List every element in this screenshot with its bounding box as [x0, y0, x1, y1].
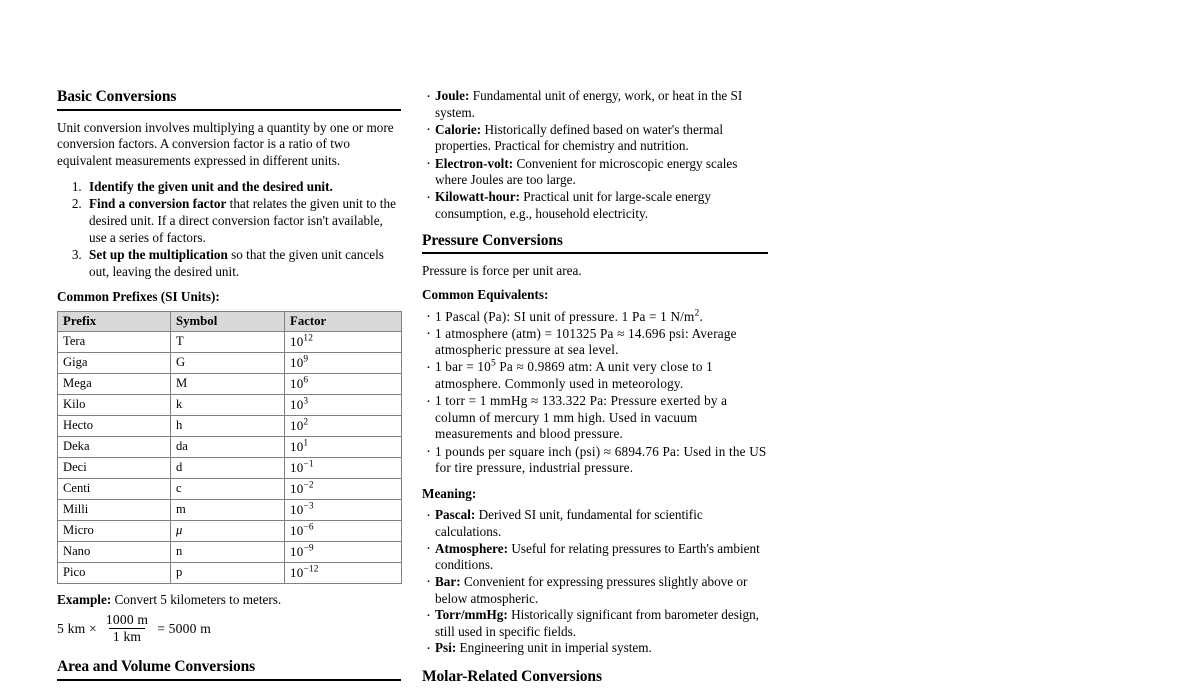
- factor-exponent: −9: [303, 543, 314, 554]
- section-heading-molar-related-conversions: Molar-Related Conversions: [422, 668, 602, 686]
- cell-symbol: [171, 479, 285, 500]
- equivalent-text: .: [699, 308, 703, 324]
- table-row: [58, 458, 402, 479]
- energy-unit-item: [422, 156, 768, 189]
- factor-base: 10: [290, 544, 304, 560]
- step-bold-text: Set up the multiplication: [89, 247, 228, 263]
- step-text: so that the given unit cancels out, leaving the desired unit.: [89, 247, 384, 279]
- example-text: Convert 5 kilometers to meters.: [111, 592, 282, 608]
- cell-prefix: Pico: [58, 563, 171, 584]
- cell-symbol: [171, 437, 285, 458]
- cell-factor: [285, 374, 402, 395]
- cell-factor: [285, 395, 402, 416]
- term-label: Joule:: [435, 88, 470, 103]
- cell-symbol: [171, 521, 285, 542]
- factor-exponent: −1: [303, 459, 314, 470]
- cell-prefix: Hecto: [58, 416, 171, 437]
- term-description: Practical unit for large-scale energy consumption, e.g., household electricity.: [435, 189, 711, 221]
- equivalent-text: 1 Pascal (Pa): SI unit of pressure. 1 Pa = 1 N/m: [435, 308, 695, 324]
- fraction-numerator: 1000 m: [105, 611, 149, 627]
- factor-exponent: −3: [303, 501, 314, 512]
- cell-symbol: [171, 416, 285, 437]
- cell-symbol: [171, 563, 285, 584]
- section-rule-basic-conversions: [57, 109, 401, 111]
- table-row: [58, 395, 402, 416]
- equivalent-exponent: 2: [694, 308, 700, 319]
- cell-prefix: Giga: [58, 353, 171, 374]
- step-item: [85, 196, 401, 246]
- pressure-meaning-item: [422, 607, 768, 640]
- factor-base: 10: [290, 481, 304, 497]
- equation-fraction: [102, 613, 152, 645]
- factor-base: 10: [290, 334, 304, 350]
- cell-prefix: Centi: [58, 479, 171, 500]
- factor-base: 10: [290, 460, 304, 476]
- symbol-text: G: [176, 355, 186, 370]
- factor-base: 10: [290, 355, 304, 371]
- pressure-meanings-list: [422, 507, 768, 657]
- cell-symbol: [171, 395, 285, 416]
- common-equivalents-label: Common Equivalents:: [422, 286, 549, 302]
- cell-symbol: [171, 332, 285, 353]
- cell-factor: [285, 458, 402, 479]
- factor-base: 10: [290, 439, 304, 455]
- step-bold-text: Identify the given unit and the desired unit.: [89, 178, 333, 194]
- factor-exponent: 3: [303, 396, 309, 407]
- term-label: Calorie:: [435, 121, 482, 137]
- symbol-text: p: [176, 565, 183, 580]
- energy-unit-item: [422, 88, 768, 121]
- table-row: [58, 437, 402, 458]
- section-heading-area-volume-conversions: Area and Volume Conversions: [57, 658, 256, 676]
- equivalent-text: 1 bar = 10: [435, 359, 491, 375]
- cell-symbol: [171, 500, 285, 521]
- equivalent-text: Pa ≈ 0.9869 atm: A unit very close to 1 atmosphere. Commonly used in meteorology.: [435, 359, 713, 392]
- symbol-text: T: [176, 334, 184, 349]
- term-description: Derived SI unit, fundamental for scientific calculations.: [435, 507, 703, 540]
- table-row: [58, 332, 402, 353]
- energy-units-list: [422, 88, 768, 223]
- pressure-equivalent-item: [422, 393, 768, 443]
- term-description: Useful for relating pressures to Earth's ambient conditions.: [435, 540, 760, 573]
- factor-base: 10: [290, 418, 304, 434]
- cell-symbol: [171, 374, 285, 395]
- pressure-equivalents-list: [422, 309, 768, 477]
- prefix-table-caption: Common Prefixes (SI Units):: [57, 289, 220, 305]
- pressure-equivalent-item: [422, 359, 768, 392]
- factor-exponent: 9: [303, 354, 309, 365]
- column-header-prefix: Prefix: [58, 312, 171, 332]
- left-column: [57, 88, 401, 690]
- cell-prefix: Mega: [58, 374, 171, 395]
- pressure-meaning-item: [422, 507, 768, 540]
- table-row: [58, 479, 402, 500]
- column-header-symbol: Symbol: [171, 312, 285, 332]
- factor-base: 10: [290, 502, 304, 518]
- example-equation: [57, 613, 401, 645]
- section-rule-area-volume-conversions: [57, 679, 401, 681]
- factor-base: 10: [290, 565, 304, 581]
- cell-prefix: Milli: [58, 500, 171, 521]
- term-description: Convenient for microscopic energy scales where Joules are too large.: [435, 155, 738, 188]
- step-text: that relates the given unit to the desired unit. If a direct conversion factor isn't available, use a series of factors.: [89, 196, 396, 245]
- pressure-meaning-item: [422, 574, 768, 607]
- table-row: [58, 521, 402, 542]
- step-item: [85, 179, 401, 196]
- cell-prefix: Tera: [58, 332, 171, 353]
- table-row: [58, 416, 402, 437]
- cell-prefix: Kilo: [58, 395, 171, 416]
- pressure-equivalent-item: [422, 309, 768, 326]
- symbol-text: c: [176, 481, 182, 496]
- energy-unit-item: [422, 189, 768, 222]
- factor-exponent: −2: [303, 480, 314, 491]
- pressure-equivalent-item: [422, 326, 768, 359]
- symbol-text: d: [176, 460, 183, 475]
- term-description: Engineering unit in imperial system.: [456, 640, 652, 656]
- pressure-meaning-item: [422, 640, 768, 657]
- factor-base: 10: [290, 376, 304, 392]
- term-label: Atmosphere:: [435, 540, 509, 556]
- cell-factor: [285, 563, 402, 584]
- pressure-meaning-item: [422, 541, 768, 574]
- table-header-row: [58, 312, 402, 332]
- symbol-text: k: [176, 397, 183, 412]
- section-heading-pressure-conversions: Pressure Conversions: [422, 231, 563, 249]
- table-row: [58, 353, 402, 374]
- cell-prefix: Deci: [58, 458, 171, 479]
- equivalent-text: 1 torr = 1 mmHg ≈ 133.322 Pa: Pressure exerted by a column of mercury 1 mm high. Used in vacuum measurements and blood pressure.: [435, 393, 728, 442]
- term-label: Bar:: [435, 573, 461, 589]
- pressure-equivalent-item: [422, 444, 768, 477]
- equation-lhs: 5 km ×: [57, 620, 97, 636]
- cell-symbol: [171, 353, 285, 374]
- cell-factor: [285, 437, 402, 458]
- term-label: Kilowatt-hour:: [435, 189, 520, 205]
- cell-factor: [285, 500, 402, 521]
- cell-factor: [285, 416, 402, 437]
- meaning-label: Meaning:: [422, 485, 477, 501]
- factor-exponent: 12: [303, 333, 314, 344]
- fraction-denominator: 1 km: [109, 628, 145, 644]
- cell-symbol: [171, 458, 285, 479]
- factor-base: 10: [290, 397, 304, 413]
- factor-exponent: 1: [303, 438, 309, 449]
- section-heading-basic-conversions: Basic Conversions: [57, 88, 177, 105]
- factor-exponent: 6: [303, 375, 309, 386]
- cell-prefix: Nano: [58, 542, 171, 563]
- cell-factor: [285, 353, 402, 374]
- right-column: [422, 88, 768, 689]
- term-description: Historically defined based on water's thermal properties. Practical for chemistry and nutrition.: [435, 121, 724, 154]
- equivalent-exponent: 5: [490, 359, 496, 370]
- term-label: Pascal:: [435, 507, 476, 523]
- si-prefix-table-body: [58, 332, 402, 584]
- example-line: [57, 592, 401, 609]
- section-rule-pressure-conversions: [422, 252, 768, 254]
- column-header-factor: Factor: [285, 312, 402, 332]
- cell-factor: [285, 521, 402, 542]
- table-row: [58, 563, 402, 584]
- term-label: Electron-volt:: [435, 155, 514, 171]
- cell-factor: [285, 542, 402, 563]
- symbol-text: h: [176, 418, 183, 433]
- factor-exponent: 2: [303, 417, 309, 428]
- symbol-text: da: [176, 439, 188, 454]
- pressure-intro: Pressure is force per unit area.: [422, 263, 582, 279]
- term-description: Fundamental unit of energy, work, or heat in the SI system.: [435, 88, 743, 120]
- basic-conversions-intro: Unit conversion involves multiplying a quantity by one or more conversion factors. A conversion factor is a ratio of two equivalent measurements expressed in different units.: [57, 119, 394, 169]
- si-prefix-table: [57, 311, 402, 584]
- energy-unit-item: [422, 122, 768, 155]
- symbol-text: m: [176, 502, 186, 517]
- cell-symbol: [171, 542, 285, 563]
- factor-base: 10: [290, 523, 304, 539]
- cell-prefix: Micro: [58, 521, 171, 542]
- factor-exponent: −12: [303, 564, 319, 575]
- term-description: Convenient for expressing pressures slightly above or below atmospheric.: [435, 573, 748, 606]
- equation-rhs: = 5000 m: [157, 620, 212, 636]
- factor-exponent: −6: [303, 522, 314, 533]
- term-description: Historically significant from barometer design, still used in specific fields.: [435, 607, 759, 639]
- step-item: [85, 247, 401, 280]
- table-row: [58, 500, 402, 521]
- term-label: Psi:: [435, 640, 457, 656]
- symbol-text: μ: [176, 523, 183, 538]
- table-row: [58, 542, 402, 563]
- cell-factor: [285, 332, 402, 353]
- symbol-text: M: [176, 376, 188, 391]
- symbol-text: n: [176, 544, 183, 559]
- table-row: [58, 374, 402, 395]
- term-label: Torr/mmHg:: [435, 607, 508, 623]
- step-bold-text: Find a conversion factor: [89, 196, 227, 212]
- equivalent-text: 1 pounds per square inch (psi) ≈ 6894.76 Pa: Used in the US for tire pressure, industrial pressure.: [435, 443, 767, 476]
- cell-factor: [285, 479, 402, 500]
- basic-conversions-steps: [57, 179, 401, 281]
- example-label: Example:: [57, 592, 112, 608]
- equivalent-text: 1 atmosphere (atm) = 101325 Pa ≈ 14.696 psi: Average atmospheric pressure at sea level.: [435, 325, 737, 358]
- cell-prefix: Deka: [58, 437, 171, 458]
